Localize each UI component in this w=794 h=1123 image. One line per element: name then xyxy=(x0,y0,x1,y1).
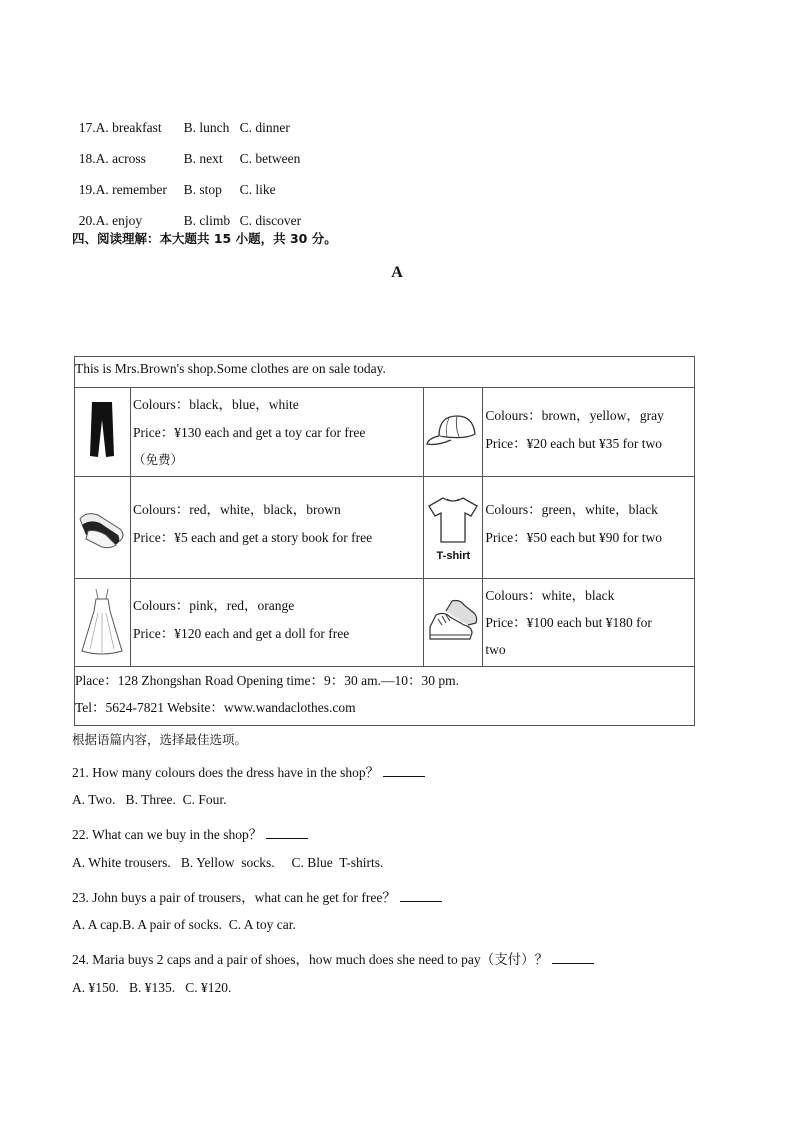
dress-info xyxy=(130,579,423,667)
question-21 xyxy=(72,761,425,781)
option-b: B. climb xyxy=(183,213,231,228)
shop-intro: This is Mrs.Brown's shop.Some clothes are on sale today. xyxy=(75,357,695,388)
question-24 xyxy=(72,948,594,968)
option-c: C. between xyxy=(239,151,301,166)
q-text: 23. John buys a pair of trousers，what can he get for free？ xyxy=(72,890,396,905)
cap-image xyxy=(424,388,483,477)
shop-tel: Tel：5624-7821 Website：www.wandaclothes.com xyxy=(75,700,356,715)
q-text: 22. What can we buy in the shop？ xyxy=(72,827,263,842)
option-b: B. stop xyxy=(183,182,222,197)
shoes-icon xyxy=(426,597,480,645)
question-18 xyxy=(72,135,300,167)
option-c: C. discover xyxy=(239,213,302,228)
question-17 xyxy=(72,104,290,136)
tshirt-label: T-shirt xyxy=(436,549,471,562)
shop-contact xyxy=(75,667,695,726)
dress-image xyxy=(75,579,131,667)
answer-blank[interactable] xyxy=(383,764,425,777)
q-text: 24. Maria buys 2 caps and a pair of shoes，how much does she need to pay（支付）？ xyxy=(72,952,549,967)
dress-price: Price：¥120 each and get a doll for free xyxy=(132,626,350,641)
question-23 xyxy=(72,886,442,906)
socks-icon xyxy=(76,501,128,551)
tshirt-price: Price：¥50 each but ¥90 for two xyxy=(485,530,662,545)
tshirt-info xyxy=(483,477,695,579)
cap-price: Price：¥20 each but ¥35 for two xyxy=(485,436,662,451)
answer-blank[interactable] xyxy=(266,826,308,839)
dress-icon xyxy=(80,585,124,657)
socks-info xyxy=(130,477,423,579)
option-a: A. enjoy xyxy=(95,213,143,228)
q-number: 18. xyxy=(78,151,96,166)
answer-blank[interactable] xyxy=(400,889,442,902)
options-21: A. Two. B. Three. C. Four. xyxy=(72,792,227,807)
q-number: 17. xyxy=(78,120,96,135)
tshirt-colours: Colours：green，white，black xyxy=(485,502,658,517)
option-a: A. breakfast xyxy=(95,120,162,135)
option-a: A. remember xyxy=(95,182,167,197)
option-c: C. dinner xyxy=(239,120,290,135)
question-22 xyxy=(72,823,308,843)
trousers-free-note: （免费） xyxy=(132,452,183,467)
shoes-price-cont: two xyxy=(485,642,506,657)
instruction: 根据语篇内容，选择最佳选项。 xyxy=(72,732,248,747)
section-heading: 四、阅读理解：本大题共 15 小题，共 30 分。 xyxy=(72,231,337,246)
answer-blank[interactable] xyxy=(552,951,594,964)
passage-title: A xyxy=(391,264,403,281)
socks-image xyxy=(75,477,131,579)
q-text: 21. How many colours does the dress have in the shop？ xyxy=(72,765,380,780)
cap-icon xyxy=(425,410,481,450)
shoes-colours: Colours：white，black xyxy=(485,588,615,603)
cap-colours: Colours：brown，yellow，gray xyxy=(485,408,664,423)
shoes-price: Price：¥100 each but ¥180 for xyxy=(485,615,652,630)
options-23: A. A cap.B. A pair of socks. C. A toy car. xyxy=(72,917,296,932)
socks-colours: Colours：red，white，black，brown xyxy=(132,502,341,517)
options-22: A. White trousers. B. Yellow socks. C. Blue T-shirts. xyxy=(72,855,384,870)
options-24: A. ¥150. B. ¥135. C. ¥120. xyxy=(72,980,232,995)
tshirt-image xyxy=(424,477,483,579)
shoes-image xyxy=(424,579,483,667)
trousers-icon xyxy=(87,400,117,460)
question-20 xyxy=(72,197,301,229)
dress-colours: Colours：pink，red，orange xyxy=(132,598,295,613)
shoes-info xyxy=(483,579,695,667)
trousers-price: Price：¥130 each and get a toy car for free xyxy=(132,425,366,440)
option-a: A. across xyxy=(95,151,146,166)
trousers-image xyxy=(75,388,131,477)
cap-info xyxy=(483,388,695,477)
shop-table xyxy=(74,356,695,726)
socks-price: Price：¥5 each and get a story book for free xyxy=(132,530,373,545)
question-19 xyxy=(72,166,276,198)
q-number: 20. xyxy=(78,213,96,228)
trousers-info xyxy=(130,388,423,477)
trousers-colours: Colours：black，blue，white xyxy=(132,397,299,412)
shop-place: Place：128 Zhongshan Road Opening time：9：30 am.—10：30 pm. xyxy=(75,673,459,688)
tshirt-icon xyxy=(427,494,479,544)
option-b: B. next xyxy=(183,151,223,166)
q-number: 19. xyxy=(78,182,96,197)
option-b: B. lunch xyxy=(183,120,230,135)
option-c: C. like xyxy=(239,182,276,197)
